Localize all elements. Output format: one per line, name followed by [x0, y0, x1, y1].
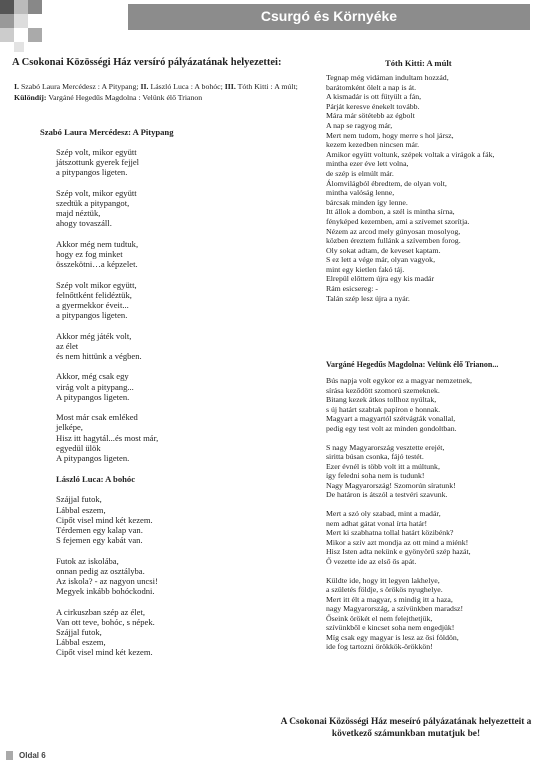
poem1-body — [56, 147, 301, 463]
poem-line: Akkor, még csak egy — [56, 371, 129, 382]
poem-line: Hisz itt hagytál...és most már, — [56, 432, 159, 443]
stanza — [56, 147, 301, 178]
poem-line: onnan pedig az osztályba. — [56, 565, 145, 576]
poem-line: Lábbal eszem, — [56, 637, 106, 648]
poem-line: a gyermekkor éveit... — [56, 300, 129, 310]
header-title: Csurgó és Környéke — [260, 8, 398, 24]
poem-line: S fejemen egy kabát van. — [56, 535, 143, 546]
header-bar — [128, 4, 530, 30]
second-place-number: II. — [140, 82, 149, 91]
poem-line: Térdemen egy kalap van. — [56, 525, 143, 536]
poem-line: Hisz Isten adta nekünk e gyönyörű szép hazát, — [326, 547, 471, 556]
stanza — [56, 494, 301, 545]
poem-line: Mert nem tudom, hogy merre s hol jársz, — [326, 130, 454, 140]
poem-line: majd néztük, — [56, 208, 101, 219]
poem-line: Szép volt mikor együtt, — [56, 279, 137, 290]
decorative-square — [14, 14, 28, 28]
poem-line: Van ott teve, bohóc, s népek. — [56, 616, 155, 627]
poem3-title: Tóth Kitti: A múlt — [385, 58, 452, 68]
poem-line: Akkor még játék volt, — [56, 330, 132, 341]
poem-line: Álomvilágból ébredtem, de olyan volt, — [326, 178, 447, 188]
poem-line: így feledni soha nem is tudunk! — [326, 471, 425, 480]
poem-line: szívünkből e kincset soha nem engedjük! — [326, 623, 455, 632]
main-heading: A Csokonai Közösségi Ház versíró pályázatának helyezettei: — [12, 57, 282, 68]
page-number: Oldal 6 — [19, 751, 46, 760]
decorative-square — [28, 28, 42, 42]
first-place-number: I. — [14, 82, 19, 91]
page-marker — [6, 751, 13, 760]
poem-line: De határon is átszól a testvéri szavunk. — [326, 490, 448, 499]
decorative-square — [14, 0, 28, 14]
poem-line: Talán szép lesz újra a nyár. — [326, 293, 410, 303]
poem-line: a pitypangos ligeten. — [56, 310, 128, 321]
poem-line: nem adhat gátat vonal írta határ! — [326, 518, 428, 528]
poem-line: A pitypangos ligeten. — [56, 391, 130, 402]
poem-line: Lábbal eszem, — [56, 504, 106, 515]
poem-line: A cirkuszban szép az élet, — [56, 606, 146, 617]
poem-line: barátomként ölelt a nap is át. — [326, 82, 417, 92]
poem-line: Tegnap még vidáman indultam hozzád, — [326, 73, 449, 82]
poem-line: Bús napja volt egykor ez a magyar nemzetnek, — [326, 376, 472, 385]
poem-line: virág volt a pitypang... — [56, 381, 134, 392]
poem-line: Az iskola? - az nagyon uncsi! — [56, 576, 158, 587]
poem-line: összekötni…a képzelet. — [56, 259, 138, 270]
poem-line: Amikor együtt voltunk, szépek voltak a virágok a fák, — [326, 149, 495, 159]
poem-line: sírása keződött szomorú szemeknek. — [326, 385, 440, 395]
poem-line: siritta búsan csonka, fájó testét. — [326, 452, 424, 461]
poem-line: bárcsak minden így lenne. — [326, 197, 408, 207]
poem-line: Akkor még nem tudtuk, — [56, 238, 139, 249]
poem-line: jelképe, — [56, 422, 83, 433]
poem-line: nagy Magyarország, a szívünkben maradsz! — [326, 604, 464, 613]
first-place-text: Szabó Laura Mercédesz : A Pitypang; — [20, 82, 141, 91]
poem-line: Ő vezette ide az első ős apát. — [326, 556, 417, 566]
poem-line: Most már csak emléked — [56, 412, 138, 423]
poem-line: Magyart a magyartól szétvágták vonallal, — [326, 414, 456, 423]
poem-line: szedtük a pitypangot, — [56, 198, 130, 208]
poem-line: Szép volt, mikor együtt — [56, 187, 137, 198]
special-prize-label: Különdíj: — [14, 92, 47, 102]
poem-line: Rám esicsereg: - — [326, 284, 378, 294]
poem-line: mintha valóság lenne, — [326, 188, 395, 198]
poem-line: Itt állok a dombon, a szél is mintha sírna, — [326, 207, 455, 217]
poem-line: Mert ki szabhatna tollal határt közibénk? — [326, 528, 454, 537]
third-place-number: III. — [224, 82, 236, 91]
poem-line: fényképed kezemben, ami a szívemet szorítja. — [326, 216, 470, 226]
poem-line: Szép volt, mikor együtt — [56, 147, 137, 157]
stanza — [56, 188, 301, 229]
poem2-body — [56, 494, 301, 657]
decorative-square — [0, 0, 14, 14]
poem-line: játszottunk gyerek fejjel — [56, 157, 140, 168]
poem-line: felnőttként felidéztük, — [56, 289, 132, 300]
stanza — [326, 376, 536, 433]
poem-line: Szájjal futok, — [56, 494, 102, 505]
poem-line: Bitang kezek átkos tollhoz nyúltak, — [326, 395, 437, 404]
poem-line: a pitypangos ligeten. — [56, 167, 128, 178]
poem-line: Cipőt visel mind két kezem. — [56, 647, 153, 658]
poem-line: egyedül ülök — [56, 442, 101, 453]
poem-line: Nézem az arcod mely gúnyosan mosolyog, — [326, 226, 461, 236]
poem-line: A nap se ragyog már, — [326, 120, 393, 130]
second-place-text: László Luca : A bohóc; — [150, 82, 225, 91]
stanza — [326, 576, 536, 652]
poem-line: mint egy kietlen fakó táj. — [326, 264, 405, 274]
poem-line: Mert itt élt a magyar, s mindig itt a haza, — [326, 594, 453, 604]
poem-line: Küldte ide, hogy itt legyen lakhelye, — [326, 575, 440, 585]
stanza — [326, 73, 536, 303]
poem-line: mintha ezer éve lett volna, — [326, 159, 409, 169]
poem3-body — [326, 73, 536, 303]
poem-line: kezem kezedben nincsen már. — [326, 140, 420, 150]
poem-line: S nagy Magyarország vesztette erejét, — [326, 442, 445, 452]
third-place-text: Tóth Kitti : A múlt; — [237, 82, 298, 91]
poem-line: a születés földje, s örökös nyughelye. — [326, 585, 443, 594]
poem4-body — [326, 376, 536, 652]
stanza — [56, 239, 301, 270]
stanza — [326, 443, 536, 500]
poem-line: s új határt szabtak papíron e honnak. — [326, 404, 441, 414]
poem-line: Párját keresve énekelt tovább. — [326, 101, 420, 111]
poem-line: Mikor a szív azt mondja az ott mind a miénk! — [326, 537, 469, 547]
stanza — [56, 280, 301, 321]
poem-line: pedig egy test volt az minden gondoltban. — [326, 423, 457, 433]
stanza — [56, 607, 301, 658]
decorative-square — [28, 0, 42, 14]
poem-line: az élet — [56, 340, 79, 351]
poem1-title: Szabó Laura Mercédesz: A Pitypang — [40, 127, 174, 137]
poem-line: Őseink örökét el nem felejthetjük, — [326, 613, 433, 623]
stanza — [56, 331, 301, 362]
poem-line: S ez lett a vége már, olyan vagyok, — [326, 255, 436, 265]
poem-line: Oly sokat adtam, de keveset kaptam. — [326, 245, 441, 255]
poem4-title: Vargáné Hegedűs Magdolna: Velünk élő Trianon... — [326, 360, 499, 369]
poem2-title: László Luca: A bohóc — [56, 474, 136, 485]
special-prize-text: Vargáné Hegedűs Magdolna : Velünk élő Trianon — [48, 92, 203, 102]
poem-line: Cipőt visel mind két kezem. — [56, 514, 153, 525]
poem-line: Mert a szó oly szabad, mint a madár, — [326, 509, 441, 518]
stanza — [326, 509, 536, 566]
poem-line: de szép is elmúlt már. — [326, 168, 394, 178]
poem-line: A kismadár is ott fütyült a fán, — [326, 92, 422, 102]
poem-line: Szájjal futok, — [56, 627, 102, 638]
footer-note: A Csokonai Közösségi Ház meseíró pályázatának helyezetteit a következő számunkban mutatjuk be! — [280, 717, 532, 739]
poem-line: ahogy tovaszáll. — [56, 218, 112, 229]
poem-line: Ezer évnél is több volt itt a múltunk, — [326, 461, 440, 471]
stanza — [56, 412, 301, 463]
stanza — [56, 371, 301, 402]
poem-line: Futok az iskolába, — [56, 555, 119, 566]
poem-line: Megyek inkább bohóckodni. — [56, 586, 155, 597]
poem-line: Elrepül előttem újra egy kis madár — [326, 274, 435, 284]
results-list — [14, 82, 306, 103]
poem-line: Míg csak egy magyar is lesz az ősi földön, — [326, 632, 459, 642]
poem-line: hogy ez fog minket — [56, 249, 123, 259]
poem-line: közben éreztem fullánk a szívemben forog. — [326, 236, 461, 246]
poem-line: Mára már sötétebb az égbolt — [326, 111, 415, 121]
stanza — [56, 556, 301, 597]
decorative-square — [14, 42, 24, 52]
poem-line: Nagy Magyarország! Szomorún síratunk! — [326, 480, 456, 490]
poem-line: ide fog tartozni örökkök-örökkön! — [326, 642, 433, 651]
decorative-square — [0, 28, 14, 42]
left-column — [56, 147, 301, 658]
poem-line: és nem hittünk a végben. — [56, 351, 142, 361]
decorative-square — [0, 14, 14, 28]
poem-line: A pitypangos ligeten. — [56, 453, 130, 463]
